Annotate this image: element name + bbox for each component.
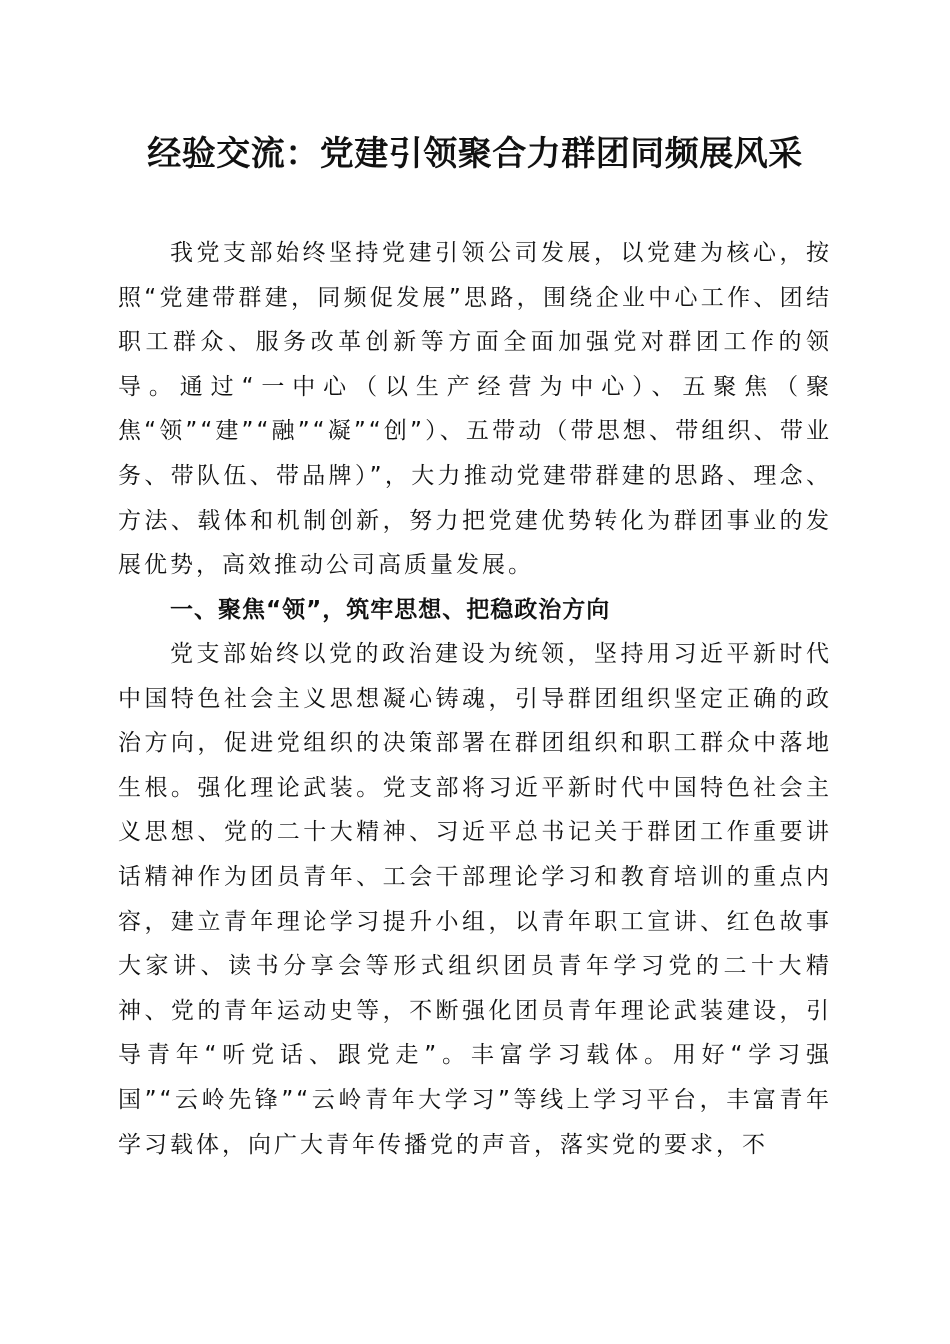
intro-paragraph: 我党支部始终坚持党建引领公司发展，以党建为核心，按照“党建带群建，同频促发展”思路，围绕企业中心工作、团结职工群众、服务改革创新等方面全面加强党对群团工作的领导。通过“一中心（以生产经营为中心）、五聚焦（聚焦“领”“建”“融”“凝”“创”）、五带动（带思想、带组织、带业务、带队伍、带品牌）”，大力推动党建带群建的思路、理念、方法、载体和机制创新，努力把党建优势转化为群团事业的发展优势，高效推动公司高质量发展。 bbox=[118, 240, 832, 579]
document-title: 经验交流：党建引领聚合力群团同频展风采 bbox=[147, 134, 803, 174]
section-heading: 一、聚焦“领”，筑牢思想、把稳政治方向 bbox=[170, 597, 611, 623]
section-paragraph: 党支部始终以党的政治建设为统领，坚持用习近平新时代中国特色社会主义思想凝心铸魂，引导群团组织坚定正确的政治方向，促进党组织的决策部署在群团组织和职工群众中落地生根。强化理论武装。党支部将习近平新时代中国特色社会主义思想、党的二十大精神、习近平总书记关于群团工作重要讲话精神作为团员青年、工会干部理论学习和教育培训的重点内容，建立青年理论学习提升小组，以青年职工宣讲、红色故事大家讲、读书分享会等形式组织团员青年学习党的二十大精神、党的青年运动史等，不断强化团员青年理论武装建设，引导青年“听党话、跟党走”。丰富学习载体。用好“学习强国”“云岭先锋”“云岭青年大学习”等线上学习平台，丰富青年学习载体，向广大青年传播党的声音，落实党的要求，不 bbox=[118, 641, 832, 1158]
